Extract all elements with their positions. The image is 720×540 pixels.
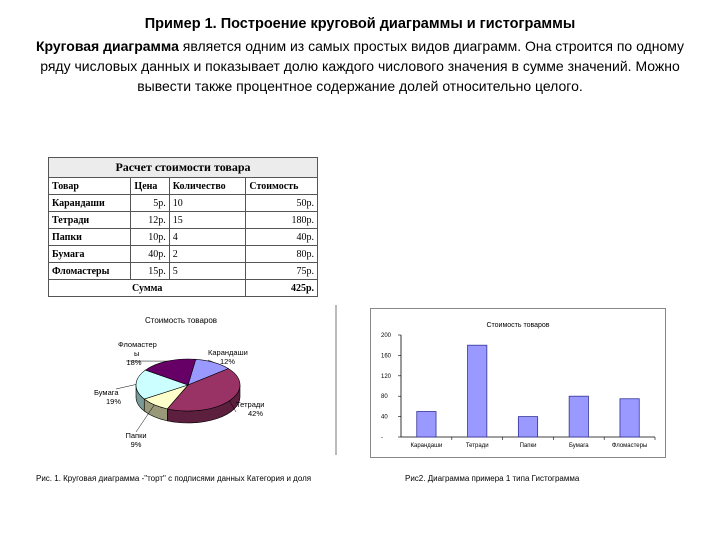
cell-qty: 2 (169, 246, 246, 263)
header-cost: Стоимость (246, 178, 318, 195)
sum-label: Сумма (49, 280, 246, 297)
cell-qty: 5 (169, 263, 246, 280)
bar (417, 412, 436, 438)
figure-1-caption: Рис. 1. Круговая диаграмма -"торт" с подписями данных Категория и доля (36, 474, 312, 483)
table-row (49, 246, 318, 263)
pie-chart (40, 305, 335, 455)
cell-price: 15р. (131, 263, 169, 280)
sum-value: 425р. (246, 280, 318, 297)
y-tick-label: 80 (381, 394, 388, 401)
intro-rest: является одним из самых простых видов диаграмм. Она строится по одному ряду числовых данных и показывает долю каждого числового значения в сумме значений. Можно вывести также процентное содержание долей относительно целого. (40, 38, 685, 94)
x-tick-label: Папки (519, 443, 537, 449)
pie-category-label: Папки (125, 431, 147, 440)
figure-2-caption: Рис2. Диаграмма примера 1 типа Гистограмма (405, 474, 580, 483)
bar (468, 345, 487, 437)
cell-qty: 15 (169, 212, 246, 229)
cell-cost: 180р. (246, 212, 318, 229)
pie-percent-label: 18% (126, 358, 142, 367)
bar-title: Стоимость товаров (486, 322, 550, 329)
pie-category-label: Бумага (94, 388, 119, 397)
pie-percent-label: 12% (220, 357, 236, 366)
table-caption: Расчет стоимости товара (49, 158, 318, 178)
cell-price: 12р. (131, 212, 169, 229)
y-tick-label: 200 (381, 333, 392, 339)
x-tick-label: Фломастеры (611, 443, 648, 449)
bar (620, 399, 639, 437)
y-tick-label: 40 (381, 414, 388, 421)
header-price: Цена (131, 178, 169, 195)
cell-price: 40р. (131, 246, 169, 263)
pie-category-label: Фломастер ы (118, 340, 157, 358)
page-title: Пример 1. Построение круговой диаграммы и гистограммы (144, 16, 576, 32)
header (30, 14, 690, 96)
cell-qty: 10 (169, 195, 246, 212)
cost-table (48, 157, 318, 297)
pie-category-label: Тетради (236, 400, 265, 409)
bar-chart (371, 309, 665, 457)
table-header-row (49, 178, 318, 195)
intro-bold: Круговая диаграмма (35, 38, 179, 54)
x-tick-label: Бумага (569, 443, 589, 449)
pie-chart-frame (40, 305, 335, 455)
cell-cost: 40р. (246, 229, 318, 246)
x-tick-label: Карандаши (410, 443, 443, 449)
header-item: Товар (49, 178, 131, 195)
cell-qty: 4 (169, 229, 246, 246)
cell-cost: 50р. (246, 195, 318, 212)
table-row (49, 195, 318, 212)
pie-title: Стоимость товаров (145, 316, 218, 325)
table-row (49, 229, 318, 246)
pie-percent-label: 9% (130, 440, 142, 449)
y-tick-label: 120 (381, 373, 392, 380)
cell-item: Тетради (49, 212, 131, 229)
table-row (49, 212, 318, 229)
cell-item: Фломастеры (49, 263, 131, 280)
y-tick-label: 160 (381, 353, 392, 360)
cell-price: 10р. (131, 229, 169, 246)
table-caption-row (49, 158, 318, 178)
cell-item: Карандаши (49, 195, 131, 212)
pie-percent-label: 19% (106, 397, 122, 406)
pie-percent-label: 42% (248, 409, 264, 418)
cell-price: 5р. (131, 195, 169, 212)
intro-text (30, 36, 690, 96)
cell-cost: 80р. (246, 246, 318, 263)
bar (569, 396, 588, 437)
header-qty: Количество (169, 178, 246, 195)
cell-cost: 75р. (246, 263, 318, 280)
table-sum-row (49, 280, 318, 297)
x-tick-label: Тетради (465, 443, 489, 449)
y-tick-label: - (381, 435, 383, 441)
cell-item: Папки (49, 229, 131, 246)
bar (518, 417, 537, 437)
bar-chart-frame (370, 308, 666, 458)
pie-category-label: Карандаши (208, 348, 248, 357)
pie-leader-line (116, 384, 136, 389)
cell-item: Бумага (49, 246, 131, 263)
table-row (49, 263, 318, 280)
